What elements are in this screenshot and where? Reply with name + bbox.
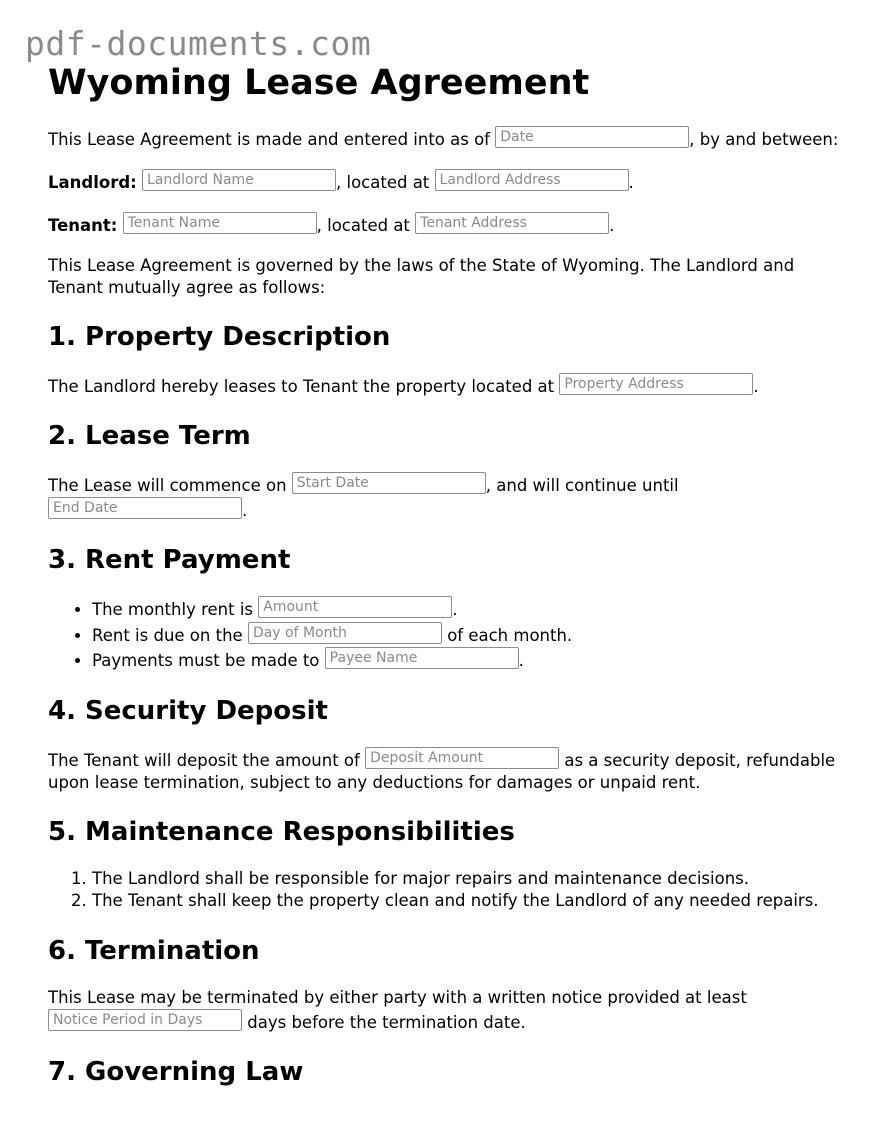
- deposit-paragraph: [48, 747, 848, 794]
- termination-text-after: days before the termination date.: [247, 1012, 526, 1032]
- landlord-name-field[interactable]: Landlord Name: [142, 169, 336, 191]
- payee-name-field[interactable]: Payee Name: [325, 647, 519, 669]
- landlord-end: .: [628, 173, 634, 192]
- termination-paragraph: [48, 987, 848, 1034]
- day-of-month-field[interactable]: Day of Month: [248, 622, 442, 644]
- section-heading-property: 1. Property Description: [48, 322, 391, 352]
- amount-field[interactable]: Amount: [258, 596, 452, 618]
- tenant-name-field[interactable]: Tenant Name: [123, 212, 317, 234]
- deposit-amount-field[interactable]: Deposit Amount: [365, 747, 559, 769]
- termination-text: This Lease may be terminated by either party with a written notice provided at least: [48, 987, 747, 1007]
- watermark: pdf-documents.com: [25, 24, 372, 63]
- rent-amount-end: .: [452, 600, 458, 619]
- property-address-field[interactable]: Property Address: [559, 373, 753, 395]
- rent-list: [48, 596, 848, 673]
- section-heading-lease-term: 2. Lease Term: [48, 421, 251, 451]
- list-item: [92, 596, 848, 622]
- tenant-located-at: , located at: [316, 216, 410, 235]
- list-item: [92, 647, 848, 673]
- property-end: .: [753, 377, 759, 396]
- deposit-text-after: as a security deposit, refundable upon lease termination, subject to any deductions for damages or unpaid rent.: [48, 750, 836, 792]
- property-paragraph: [48, 373, 848, 398]
- list-item: 2. The Tenant shall keep the property clean and notify the Landlord of any needed repairs.: [92, 890, 848, 913]
- landlord-address-field[interactable]: Landlord Address: [435, 169, 629, 191]
- landlord-located-at: , located at: [336, 173, 430, 192]
- section-heading-governing-law: 7. Governing Law: [48, 1056, 304, 1087]
- start-date-field[interactable]: Start Date: [292, 472, 486, 494]
- lease-term-end: .: [242, 501, 248, 520]
- tenant-label: Tenant:: [48, 216, 118, 235]
- intro-text-after: , by and between:: [689, 130, 839, 149]
- maintenance-list: [48, 868, 848, 913]
- section-heading-maintenance: 5. Maintenance Responsibilities: [48, 816, 515, 847]
- date-field[interactable]: Date: [495, 126, 689, 148]
- governed-paragraph: This Lease Agreement is governed by the laws of the State of Wyoming. The Landlord and Tenant mutually agree as follows:: [48, 256, 795, 297]
- section-heading-termination: 6. Termination: [48, 935, 260, 966]
- payee-text: Payments must be made to: [92, 651, 320, 670]
- section-heading-deposit: 4. Security Deposit: [48, 695, 328, 726]
- tenant-end: .: [609, 216, 615, 235]
- deposit-text: The Tenant will deposit the amount of: [48, 750, 360, 770]
- rent-due-end: of each month.: [447, 625, 573, 645]
- lease-term-paragraph: [48, 472, 848, 522]
- section-heading-rent: 3. Rent Payment: [48, 545, 291, 575]
- property-text: The Landlord hereby leases to Tenant the property located at: [48, 377, 555, 396]
- rent-due-text: Rent is due on the: [92, 625, 243, 645]
- tenant-line: [48, 212, 848, 237]
- list-item: [92, 622, 848, 648]
- page-title: Wyoming Lease Agreement: [48, 63, 590, 103]
- payee-end: .: [518, 651, 524, 670]
- list-item: 1. The Landlord shall be responsible for major repairs and maintenance decisions.: [92, 868, 848, 891]
- landlord-label: Landlord:: [48, 173, 137, 192]
- lease-term-text-continue: , and will continue until: [485, 476, 679, 495]
- end-date-field[interactable]: End Date: [48, 497, 242, 519]
- landlord-line: [48, 169, 848, 194]
- lease-term-text: The Lease will commence on: [48, 476, 287, 495]
- rent-amount-text: The monthly rent is: [92, 600, 254, 619]
- lease-document: [48, 62, 848, 1108]
- intro-paragraph: [48, 126, 848, 151]
- tenant-address-field[interactable]: Tenant Address: [415, 212, 609, 234]
- notice-period-field[interactable]: Notice Period in Days: [48, 1009, 242, 1031]
- intro-text: This Lease Agreement is made and entered into as of: [48, 130, 490, 149]
